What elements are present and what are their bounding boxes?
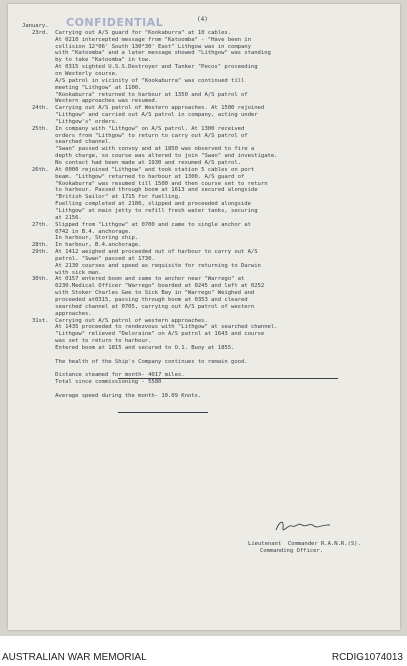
- log-line: "Lithgow" and carried out A/S patrol in company, acting under: [22, 112, 258, 119]
- signature-mark: [274, 516, 334, 538]
- log-line: "British Sailor" at 1715 for fuelling.: [22, 194, 182, 201]
- log-line: Total since commissioning - 5580: [22, 379, 162, 386]
- log-line: with "Katoomba" and a later message showed "Lithgow" was standing: [22, 50, 271, 57]
- log-line: with sick man.: [22, 269, 102, 276]
- log-line: 28th. In harbour, B.4.anchorage.: [22, 242, 142, 249]
- confidential-stamp: CONFIDENTIAL: [66, 16, 164, 29]
- log-line: beam. "Lithgow" returned to harbour at 1300. A/S guard of: [22, 173, 245, 180]
- log-line: meeting "Lithgow" at 1100.: [22, 84, 142, 91]
- log-line: 0742 in B.4. anchorage.: [22, 228, 132, 235]
- log-line: proceeded at0315, passing through boom at 0353 and cleared: [22, 297, 248, 303]
- log-line: 25th. In company with "Lithgow" on A/S patrol. At 1300 received: [22, 125, 245, 132]
- log-line: Average speed during the month- 10.09 Knots.: [22, 392, 202, 399]
- signatory-role: Commanding Officer.: [260, 548, 324, 554]
- document-sheet: [8, 4, 400, 630]
- page-number: (4): [197, 16, 208, 23]
- divider-under-distance: [118, 412, 208, 413]
- log-line: A/S patrol in vicinity of "Kookaburra" was continued till: [22, 77, 245, 84]
- divider-under-log: [118, 378, 338, 379]
- log-line: No contact had been made at 1930 and resumed A/S patrol.: [22, 160, 241, 166]
- log-line: The health of the Ship's Company continues to remain good.: [22, 358, 248, 365]
- log-line: "Lithgow" at main jetty to refill fresh water tanks, securing: [22, 207, 258, 214]
- log-line: "Kookaburra" was resumed till 1500 and then course set to return: [22, 180, 268, 187]
- log-line: "Swan" passed with convoy and at 1850 was observed to fire a: [22, 146, 255, 153]
- log-line: approaches.: [22, 310, 92, 317]
- log-line: on Westerly course.: [22, 70, 119, 77]
- log-line: 31st. Carrying out A/S patrol of western approaches.: [22, 317, 208, 324]
- log-line: at 2156.: [22, 214, 82, 221]
- log-line: 0230.Medical Officer "Warrego" boarded at 0245 and left at 0252: [22, 283, 265, 290]
- log-line: Distance steamed for month- 4017 miles.: [22, 372, 185, 379]
- log-line: searched channel.: [22, 139, 112, 146]
- log-line: 29th. At 1412 weighed and proceeded out of harbour to carry out A/S: [22, 249, 258, 256]
- footer-institution: AUSTRALIAN WAR MEMORIAL: [2, 652, 147, 663]
- archive-footer: [0, 636, 407, 666]
- log-line: orders from "Lithgow" to return to carry out A/S patrol of: [22, 132, 248, 139]
- log-line: "Lithgow's" orders.: [22, 118, 119, 125]
- footer-record-id: RCDIG1074013: [331, 652, 403, 663]
- log-line: collision 12°06' South 130°30' East" Lithgow was in company: [22, 43, 251, 50]
- log-line: Entered boom at 1815 and secured to O.1. Buoy at 1855.: [22, 344, 235, 351]
- log-line: At 0210 intercepted message from "Katoomba" - "Have been in: [22, 36, 251, 43]
- log-line: searched channel at 0705, carrying out A/S patrol of western: [22, 303, 255, 310]
- signatory-rank: Lieutenant Commander R.A.N.R.(S).: [248, 541, 361, 547]
- log-line: At 2130 courses and speed as requisite for returning to Darwin: [22, 262, 261, 269]
- log-line: "Lithgow" relieved "Deloraine" on A/S patrol at 1643 and course: [22, 331, 265, 338]
- log-line: "Kookaburra" returned to harbour at 1350 and A/S patrol of: [22, 91, 248, 98]
- log-line: At 1435 proceeded to rendezvous with "Lithgow" at searched channel.: [22, 324, 278, 331]
- log-line: In harbour, Storing ship.: [22, 235, 139, 242]
- log-line: 24th. Carrying out A/S patrol of Western approaches. At 1500 rejoined: [22, 105, 265, 112]
- log-line: patrol. "Swan" passed at 1730.: [22, 255, 155, 262]
- log-line: 30th. At 0157 entered boom and came to anchor near "Warrego" at: [22, 276, 245, 283]
- log-line: 27th. Slipped from "Lithgow" at 0700 and came to single anchor at: [22, 221, 251, 228]
- log-line: At 0315 sighted U.S.S.Destroyer and Tanker "Pecos" proceeding: [22, 64, 258, 71]
- log-line: by to take "Katoomba" in tow.: [22, 57, 152, 64]
- log-line: to harbour. Passed through boom at 1613 and secured alongside: [22, 187, 258, 194]
- log-line: January.: [22, 23, 49, 29]
- log-line: with Stoker Charles Gee to Sick Bay in "Warrego" Weighed and: [22, 290, 255, 297]
- log-line: Western approaches was resumed.: [22, 98, 159, 105]
- log-line: was set to return to harbour.: [22, 338, 152, 345]
- log-line: depth charge, so course was altered to join "Swan" and investigate.: [22, 153, 278, 160]
- log-line: 26th. At 0000 rejoined "Lithgow" and took station 5 cables on port: [22, 166, 255, 173]
- log-line: Fuelling completed at 2100, slipped and proceeded alongside: [22, 201, 251, 208]
- log-line: 23rd. Carrying out A/S guard for "Kookaburra" at 10 cables.: [22, 29, 232, 36]
